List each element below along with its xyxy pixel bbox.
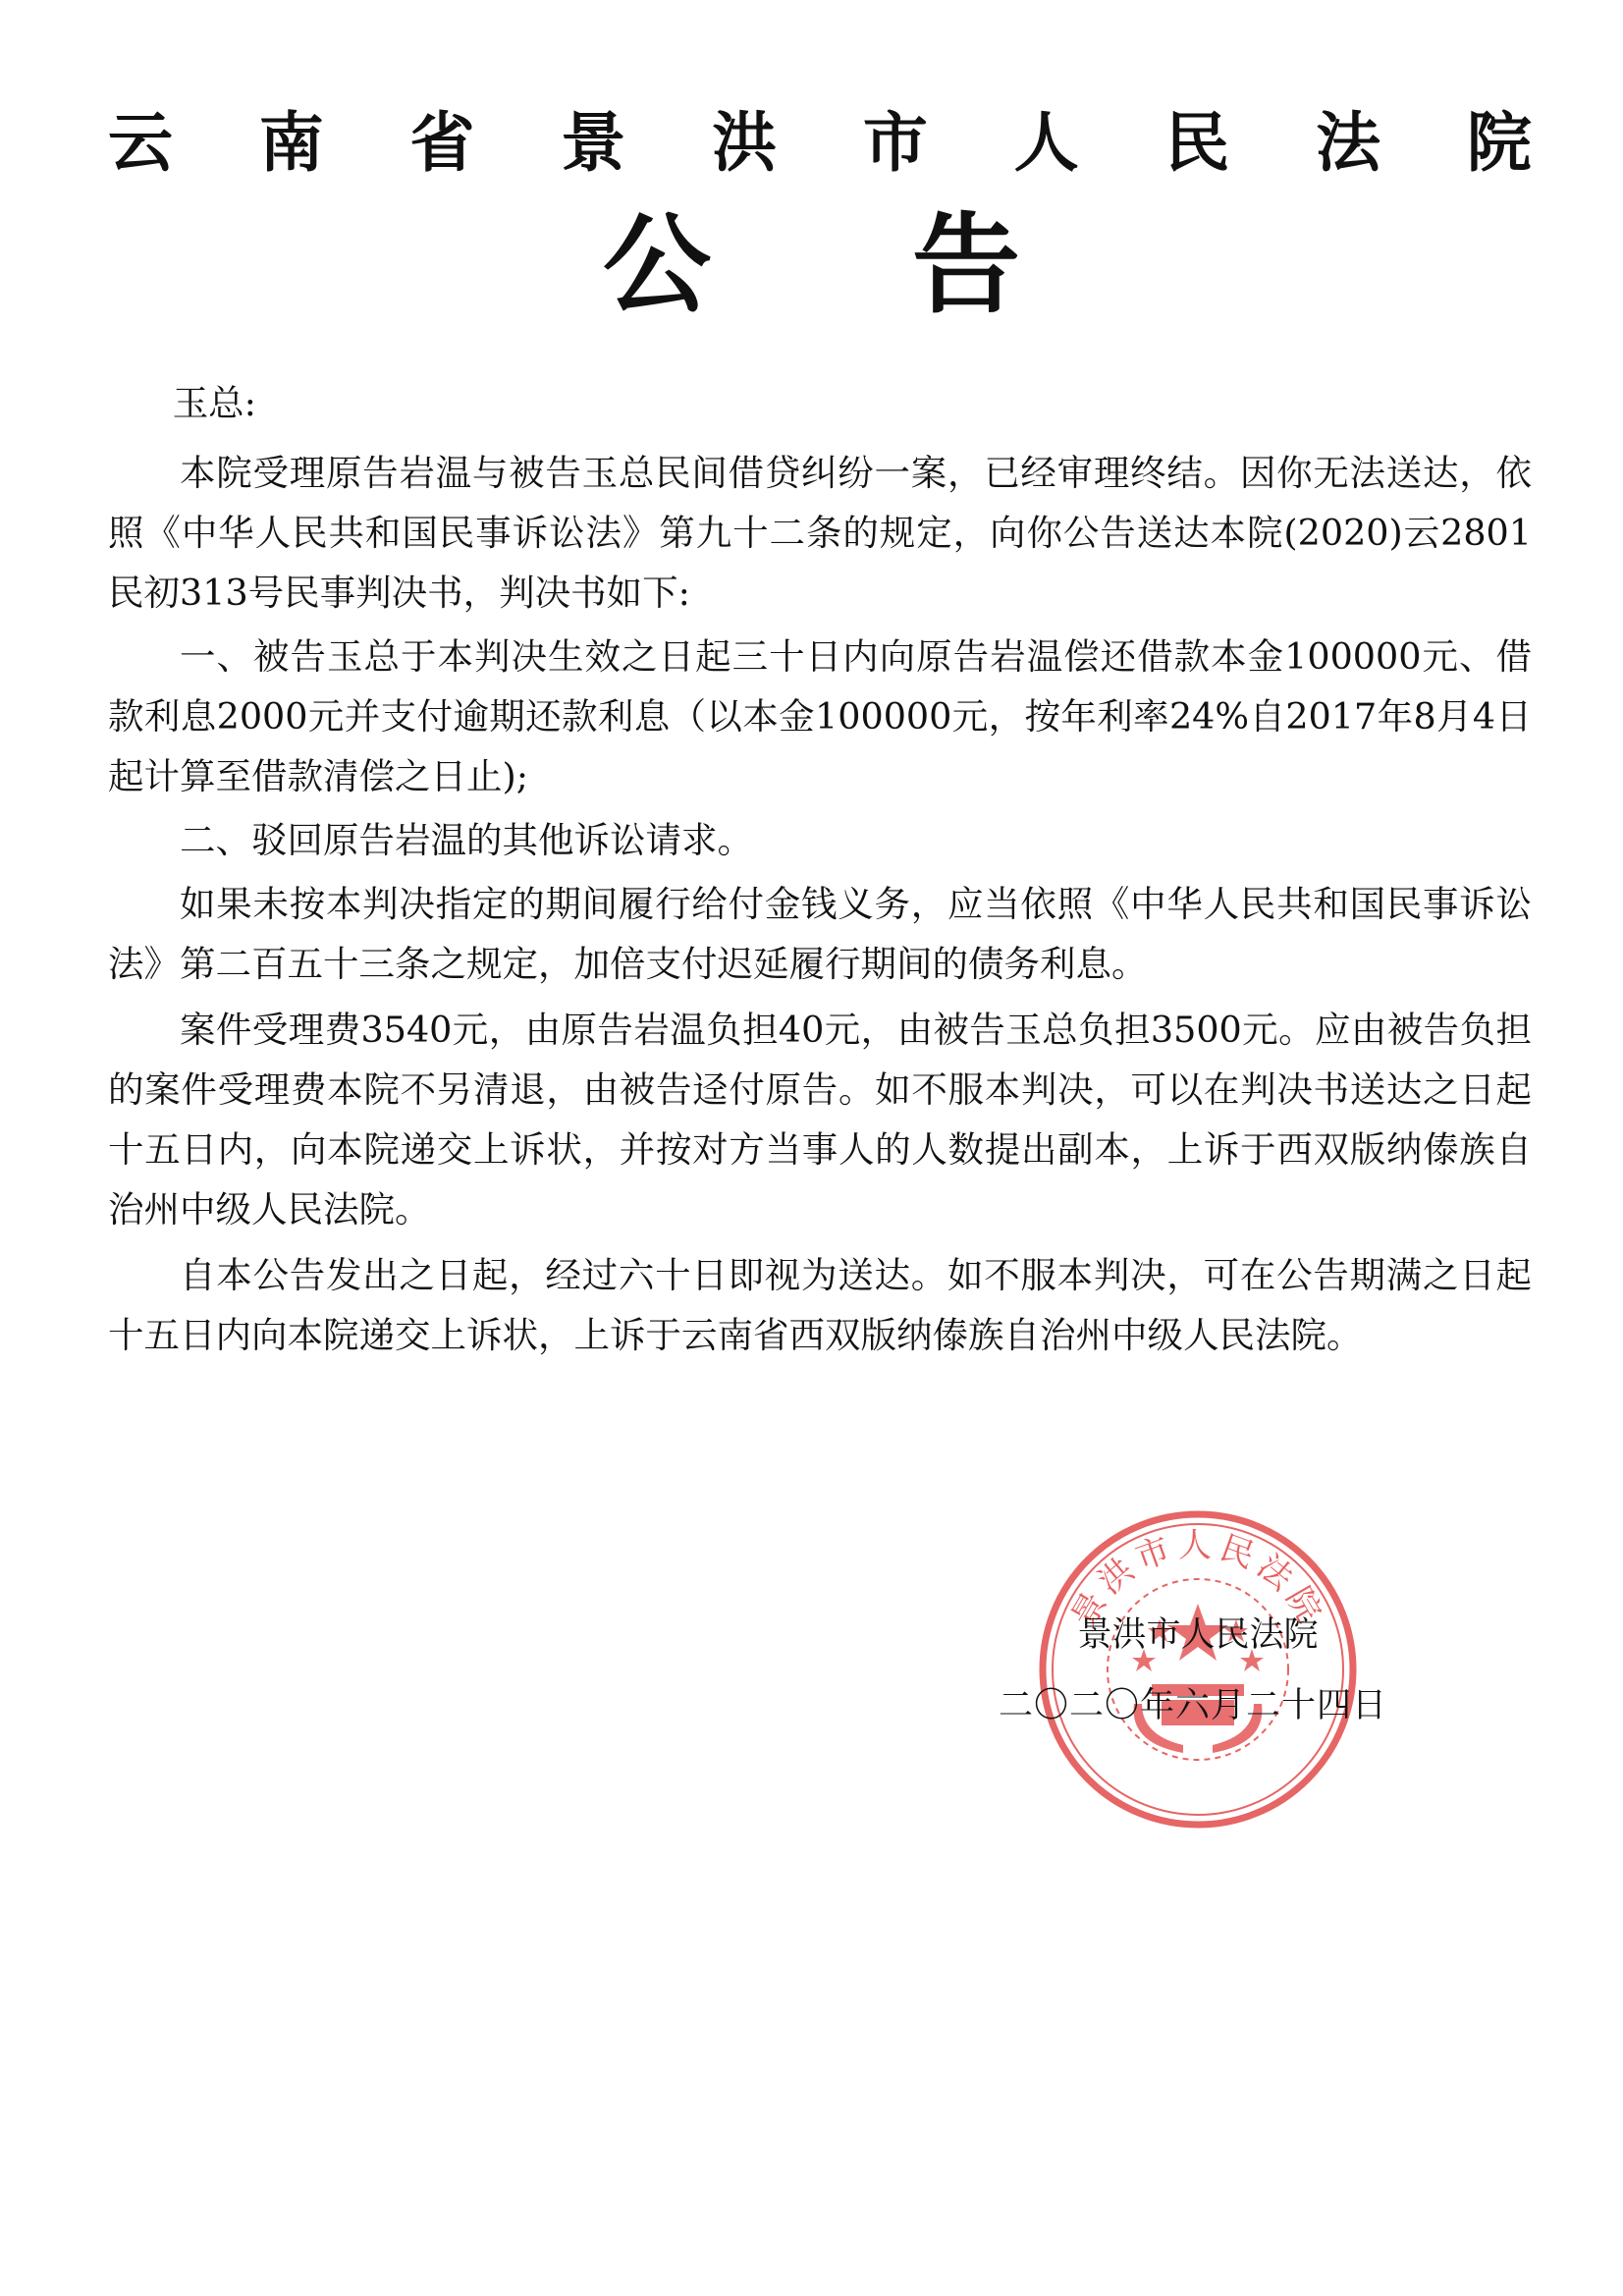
notice-body (108, 373, 1532, 1369)
document-title (0, 201, 1623, 329)
paragraph-ruling-2: 二、驳回原告岩温的其他诉讼请求。 (180, 819, 753, 861)
court-name-char: 景 (561, 104, 626, 181)
title-char: 告 (912, 201, 1020, 328)
court-name-heading (108, 103, 1532, 182)
seal-ring-text: 景洪市人民法院 (1063, 1526, 1332, 1635)
court-name-char: 省 (409, 104, 475, 181)
issuing-court: 景洪市人民法院 (1077, 1615, 1319, 1655)
court-name-char: 云 (108, 104, 173, 181)
paragraph-intro: 本院受理原告岩温与被告玉总民间借贷纠纷一案，已经审理终结。因你无法送达，依照《中华人民共和国民事诉讼法》第九十二条的规定，向你公告送达本院(2020)云2801民初313号民事判决书，判决书如下: (108, 452, 1532, 614)
paragraph-service: 自本公告发出之日起，经过六十日即视为送达。如不服本判决，可在公告期满之日起十五日内向本院递交上诉状，上诉于云南省西双版纳傣族自治州中级人民法院。 (108, 1254, 1532, 1356)
court-name-char: 院 (1466, 104, 1532, 181)
court-name-char: 市 (862, 104, 928, 181)
court-name-char: 民 (1164, 104, 1230, 181)
issue-date: 二〇二〇年六月二十四日 (998, 1686, 1387, 1725)
title-char: 公 (603, 201, 711, 328)
court-seal-icon (1036, 1507, 1360, 1831)
salutation: 玉总: (172, 382, 256, 424)
court-name-char: 洪 (712, 104, 778, 181)
paragraph-fees: 案件受理费3540元，由原告岩温负担40元，由被告玉总负担3500元。应由被告负担的案件受理费本院不另清退，由被告迳付原告。如不服本判决，可以在判决书送达之日起十五日内，向本院递交上诉状，并按对方当事人的人数提出副本，上诉于西双版纳傣族自治州中级人民法院。 (108, 1009, 1532, 1230)
court-name-char: 人 (1013, 104, 1079, 181)
paragraph-interest: 如果未按本判决指定的期间履行给付金钱义务，应当依照《中华人民共和国民事诉讼法》第二百五十三条之规定，加倍支付迟延履行期间的债务利息。 (108, 883, 1532, 985)
paragraph-ruling-1: 一、被告玉总于本判决生效之日起三十日内向原告岩温偿还借款本金100000元、借款利息2000元并支付逾期还款利息（以本金100000元，按年利率24%自2017年8月4日起计算至借款清偿之日止); (108, 635, 1532, 797)
court-name-char: 南 (258, 104, 324, 181)
court-name-char: 法 (1316, 104, 1381, 181)
